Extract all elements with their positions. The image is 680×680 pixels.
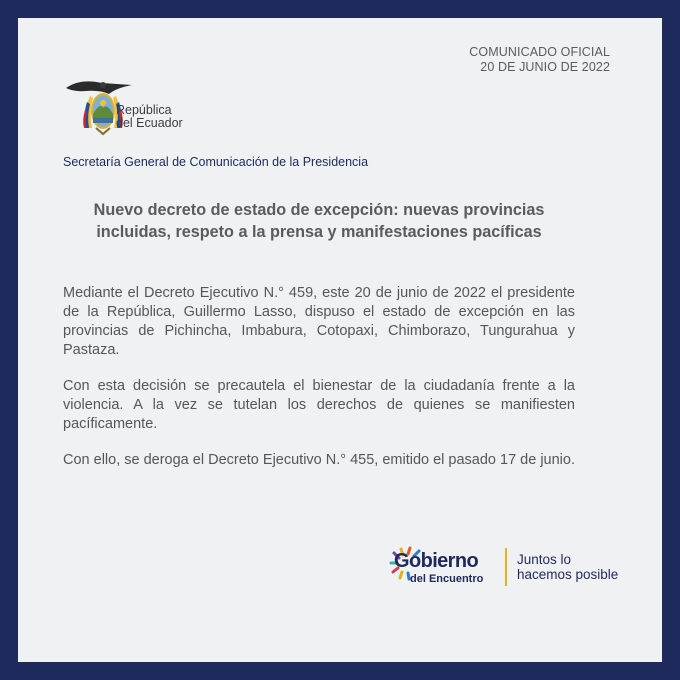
paragraph-2: Con esta decisión se precautela el bienestar de la ciudadanía frente a la violencia. A la vez se tutelan los derechos de quienes se manifiesten pacíficamente. bbox=[63, 378, 575, 432]
logo-line-1: República bbox=[116, 103, 172, 117]
gobierno-brand-title: Gobierno bbox=[394, 550, 479, 572]
document-title: Nuevo decreto de estado de excepción: nuevas provincias incluidas, respeto a la prensa y manifestaciones pacíficas bbox=[93, 201, 545, 241]
paragraph-3: Con ello, se deroga el Decreto Ejecutivo N.° 455, emitido el pasado 17 de junio. bbox=[63, 452, 575, 468]
document-body bbox=[63, 284, 575, 470]
logo-line-2: del Ecuador bbox=[116, 116, 183, 130]
brand-slogan bbox=[517, 552, 618, 582]
republica-del-ecuador-logo bbox=[116, 104, 183, 130]
comunicado-label: COMUNICADO OFICIAL bbox=[469, 45, 610, 59]
secretaria-name: Secretaría General de Comunicación de la Presidencia bbox=[63, 155, 369, 169]
gobierno-brand-subtitle: del Encuentro bbox=[410, 573, 484, 585]
comunicado-date: 20 DE JUNIO DE 2022 bbox=[480, 60, 610, 74]
paragraph-1: Mediante el Decreto Ejecutivo N.° 459, este 20 de junio de 2022 el presidente de la República, Guillermo Lasso, dispuso el estado de excepción en las provincias de Pichincha, Imbabura, Cotopaxi, Chimborazo, Tungurahua y Pastaza. bbox=[63, 285, 575, 358]
slogan-line-1: Juntos lo bbox=[517, 552, 572, 567]
brand-divider bbox=[505, 548, 507, 586]
comunicado-header bbox=[469, 45, 610, 75]
slogan-line-2: hacemos posible bbox=[517, 567, 619, 582]
